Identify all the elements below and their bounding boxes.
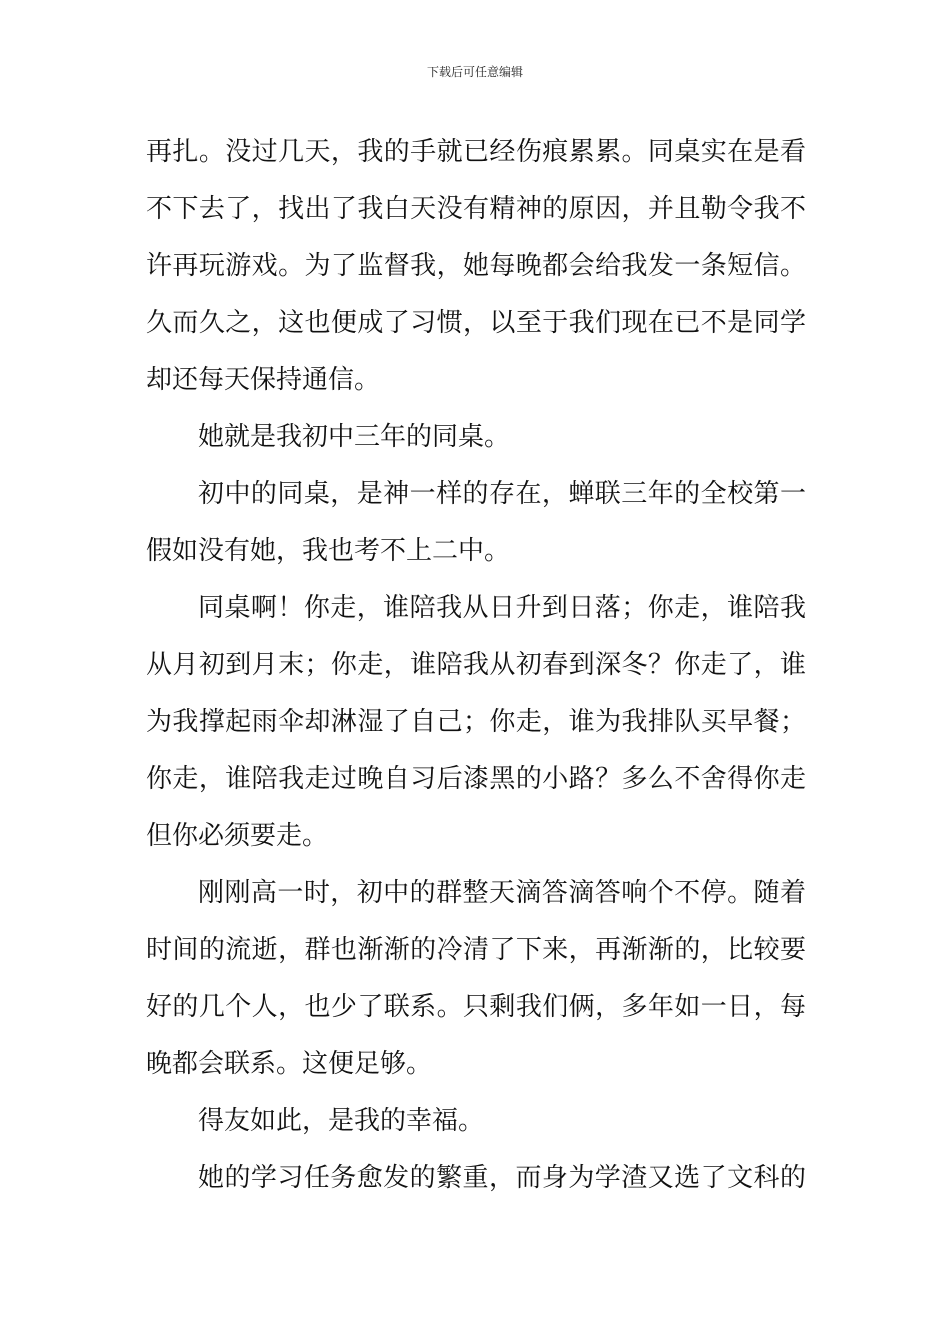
page-header: 下载后可任意编辑	[426, 65, 523, 79]
text-line: 时间的流逝，群也渐渐的冷清了下来，再渐渐的，比较要	[146, 935, 806, 965]
text-line: 从月初到月末；你走，谁陪我从初春到深冬？你走了，谁	[146, 650, 806, 680]
text-line: 许再玩游戏。为了监督我，她每晚都会给我发一条短信。	[146, 251, 806, 281]
text-line: 但你必须要走。	[146, 821, 329, 851]
text-line: 久而久之，这也便成了习惯，以至于我们现在已不是同学	[146, 308, 806, 338]
text-line: 好的几个人，也少了联系。只剩我们俩，多年如一日，每	[146, 992, 806, 1022]
text-line: 得友如此，是我的幸福。	[198, 1106, 485, 1136]
text-line: 她的学习任务愈发的繁重，而身为学渣又选了文科的	[198, 1163, 806, 1193]
text-line: 她就是我初中三年的同桌。	[198, 422, 511, 452]
text-line: 再扎。没过几天，我的手就已经伤痕累累。同桌实在是看	[146, 137, 806, 167]
text-line: 却还每天保持通信。	[146, 365, 381, 395]
text-line: 刚刚高一时，初中的群整天滴答滴答响个不停。随着	[198, 878, 806, 908]
text-line: 为我撑起雨伞却淋湿了自己；你走，谁为我排队买早餐；	[146, 707, 806, 737]
text-line: 晚都会联系。这便足够。	[146, 1049, 433, 1079]
text-line: 假如没有她，我也考不上二中。	[146, 536, 511, 566]
text-line: 你走，谁陪我走过晚自习后漆黑的小路？多么不舍得你走	[146, 764, 806, 794]
text-line: 初中的同桌，是神一样的存在，蝉联三年的全校第一	[198, 479, 806, 509]
text-line: 不下去了，找出了我白天没有精神的原因，并且勒令我不	[146, 194, 806, 224]
text-line: 同桌啊！你走，谁陪我从日升到日落；你走，谁陪我	[198, 593, 806, 623]
